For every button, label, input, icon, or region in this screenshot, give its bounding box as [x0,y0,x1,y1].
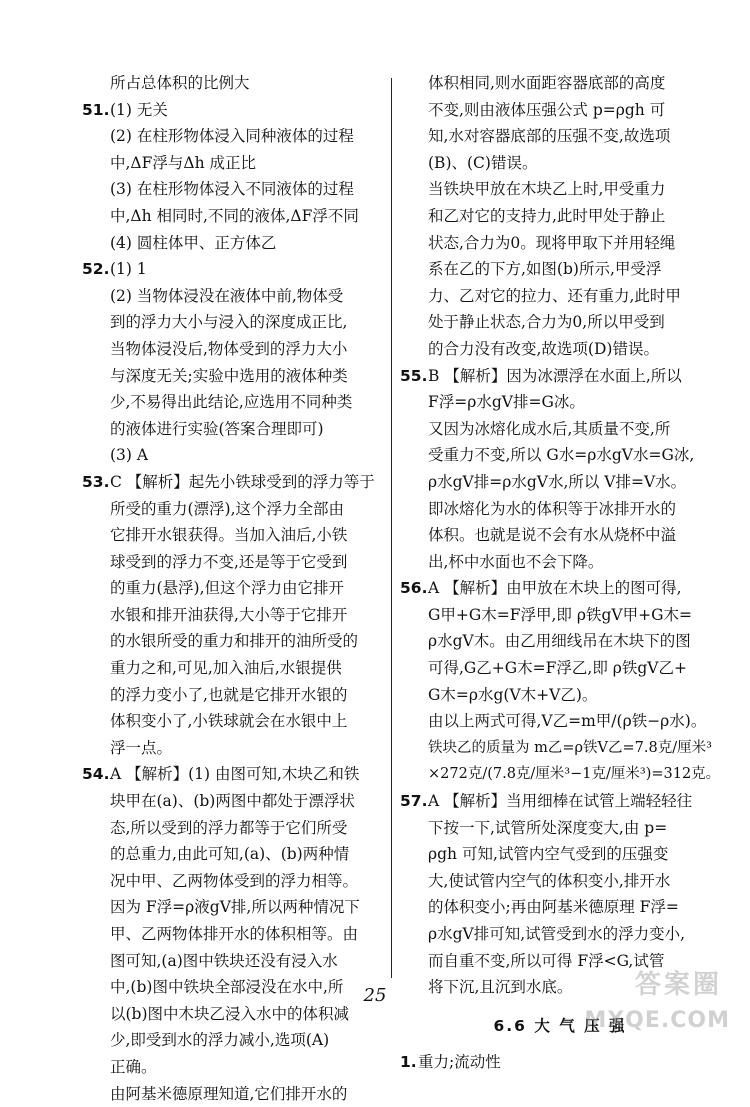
text-line: 到的浮力大小与浸入的深度成正比, [110,313,348,332]
answer-body [82,788,392,1107]
text-line: 水银和排开油获得,大小等于它排开 [110,605,348,624]
text-line: F浮=ρ水gV排=G冰。 [428,393,585,412]
text-line: 可得,G乙+G木=F浮乙,即 ρ铁gV乙+ [428,659,687,678]
text-line: 所占总体积的比例大 [110,74,250,92]
right-column [400,70,720,1076]
text-line: 少,即受到水的浮力减小,选项(A) [110,1031,330,1050]
answer-body [82,496,392,762]
text-line: (B)、(C)错误。 [428,153,538,172]
text-line: 而自重不变,所以可得 F浮<G,试管 [428,951,665,970]
text-line: ρgh 可知,试管内空气受到的压强变 [428,845,669,864]
text-line: (2) 当物体浸没在液体中前,物体受 [110,286,344,305]
text-line: 体积变小了,小铁球就会在水银中上 [110,712,348,731]
text-line: 不变,则由液体压强公式 p=ρgh 可 [428,100,666,119]
answer-body [400,389,720,575]
text-line: 出,杯中水面也不会下降。 [428,552,604,571]
text-line: (1) 无关 [110,100,168,119]
text-line: (3) 在柱形物体浸入不同液体的过程 [110,180,354,199]
answer-51 [82,97,392,257]
text-line: 因为 F浮=ρ液gV排,所以两种情况下 [110,898,360,917]
column-divider [391,78,392,978]
text-line: ρ水gV排可知,试管受到水的浮力变小, [428,925,686,943]
question-number: 53. [82,472,110,491]
text-line: 重力;流动性 [418,1053,501,1072]
text-line: 中,Δh 相同时,不同的液体,ΔF浮不同 [110,206,359,225]
section-title: 6.6 大 气 压 强 [493,1016,627,1035]
text-line: 的水银所受的重力和排开的油所受的 [110,632,359,651]
watermark-bottom-text: MXQE.COM [584,1008,730,1033]
text-line: 的总重力,由此可知,(a)、(b)两种情 [110,845,350,864]
text-line: 块甲在(a)、(b)两图中都处于漂浮状 [110,792,355,811]
answer-body [82,283,392,469]
text-line: (4) 圆柱体甲、正方体乙 [110,233,277,252]
text-line: 的浮力变小了,也就是它排开水银的 [110,685,348,704]
formula-line: 铁块乙的质量为 m乙=ρ铁V乙=7.8克/厘米³ [428,739,712,756]
question-number: 57. [400,792,428,811]
text-line: 中,ΔF浮与Δh 成正比 [110,153,256,172]
answer-56 [400,575,720,788]
text-line: 由阿基米德原理知道,它们排开水的 [110,1084,348,1103]
text-line: 下按一下,试管所处深度变大,由 p= [428,818,668,837]
text-line: 当物体浸没后,物体受到的浮力大小 [110,339,348,358]
text-line: 处于静止状态,合力为0,所以甲受到 [428,313,665,332]
formula-line: 由以上两式可得,V乙=m甲/(ρ铁−ρ水)。 [428,712,707,731]
question-number: 55. [400,366,428,385]
left-column [82,70,392,1107]
text-line: 受重力不变,所以 G水=ρ水gV水=G冰, [428,446,695,465]
text-line: C 【解析】起先小铁球受到的浮力等于 [110,472,375,491]
text-line: 系在乙的下方,如图(b)所示,甲受浮 [428,260,662,279]
text-line: 体积相同,则水面距容器底部的高度 [428,74,666,92]
text-line: 状态,合力为0。现将甲取下并用轻绳 [428,233,676,252]
text-line: G甲+G木=F浮甲,即 ρ铁gV甲+G木= [428,605,692,624]
text-line: 以(b)图中木块乙浸入水中的体积减 [110,1004,350,1023]
text-line: 正确。 [110,1057,157,1076]
text-line: 和乙对它的支持力,此时甲处于静止 [428,206,666,225]
text-line: 的合力没有改变,故选项(D)错误。 [428,339,659,358]
answer-52 [82,256,392,469]
text-line: 即冰熔化为水的体积等于冰排开水的 [428,499,677,518]
answer-body [400,602,720,788]
text-line: 又因为冰熔化成水后,其质量不变,所 [428,419,671,438]
question-number: 51. [82,100,110,119]
text-line: B 【解析】因为冰漂浮在水面上,所以 [428,366,682,385]
page-number: 25 [363,985,387,1006]
text-line: 的重力(悬浮),但这个浮力由它排开 [110,579,345,598]
text-line: 态,所以受到的浮力都等于它们所受 [110,818,348,837]
formula-line: ×272克/(7.8克/厘米³−1克/厘米³)=312克。 [428,766,721,783]
answer-1 [400,1049,720,1076]
text-line: (1) 1 [110,260,147,279]
text-line: 将下沉,且沉到水底。 [428,978,573,997]
continued-text [400,70,720,363]
text-line: ρ水gV排=ρ水gV水,所以 V排=V水。 [428,472,687,491]
text-line: 中,(b)图中铁块全部浸没在水中,所 [110,978,344,997]
text-line: 的液体进行实验(答案合理即可) [110,419,324,438]
text-line: A 【解析】由甲放在木块上的图可得, [428,579,682,598]
text-line: (3) A [110,446,149,465]
text-line: 所受的重力(漂浮),这个浮力全部由 [110,499,345,518]
answer-55 [400,363,720,576]
text-line: 图可知,(a)图中铁块还没有浸入水 [110,951,338,970]
text-line: A 【解析】(1) 由图可知,木块乙和铁 [110,765,360,784]
text-line: (2) 在柱形物体浸入同种液体的过程 [110,127,354,146]
watermark-logo [584,969,744,1041]
text-line: 与深度无关;实验中选用的液体种类 [110,366,348,385]
text-line: 少,不易得出此结论,应选用不同种类 [110,393,353,412]
text-line: 重力之和,可见,加入油后,水银提供 [110,659,342,678]
text-line: G木=ρ水g(V木+V乙)。 [428,685,598,704]
text-line: 况中甲、乙两物体受到的浮力相等。 [110,871,359,890]
text-line: 当铁块甲放在木块乙上时,甲受重力 [428,180,666,199]
watermark-top-text: 答案圈 [634,970,722,1000]
text-line: 浮一点。 [110,738,173,757]
answer-body [82,123,392,256]
answer-53 [82,469,392,762]
text-line: 甲、乙两物体排开水的体积相等。由 [110,925,359,943]
text-line: ρ水gV木。由乙用细线吊在木块下的图 [428,632,691,651]
text-line: 球受到的浮力不变,还是等于它受到 [110,552,348,571]
text-line: 力、乙对它的拉力、还有重力,此时甲 [428,286,681,305]
question-number: 56. [400,579,428,598]
text-line: 它排开水银获得。当加入油后,小铁 [110,526,348,545]
continued-text [82,70,392,97]
question-number: 54. [82,765,110,784]
question-number: 1. [400,1053,417,1072]
answer-54 [82,761,392,1107]
question-number: 52. [82,260,110,279]
text-line: 的体积变小;再由阿基米德原理 F浮= [428,898,679,917]
text-line: 知,水对容器底部的压强不变,故选项 [428,127,671,146]
text-line: A 【解析】当用细棒在试管上端轻轻往 [428,792,693,811]
text-line: 大,使试管内空气的体积变小,排开水 [428,871,671,890]
text-line: 体积。也就是说不会有水从烧杯中溢 [428,526,677,545]
